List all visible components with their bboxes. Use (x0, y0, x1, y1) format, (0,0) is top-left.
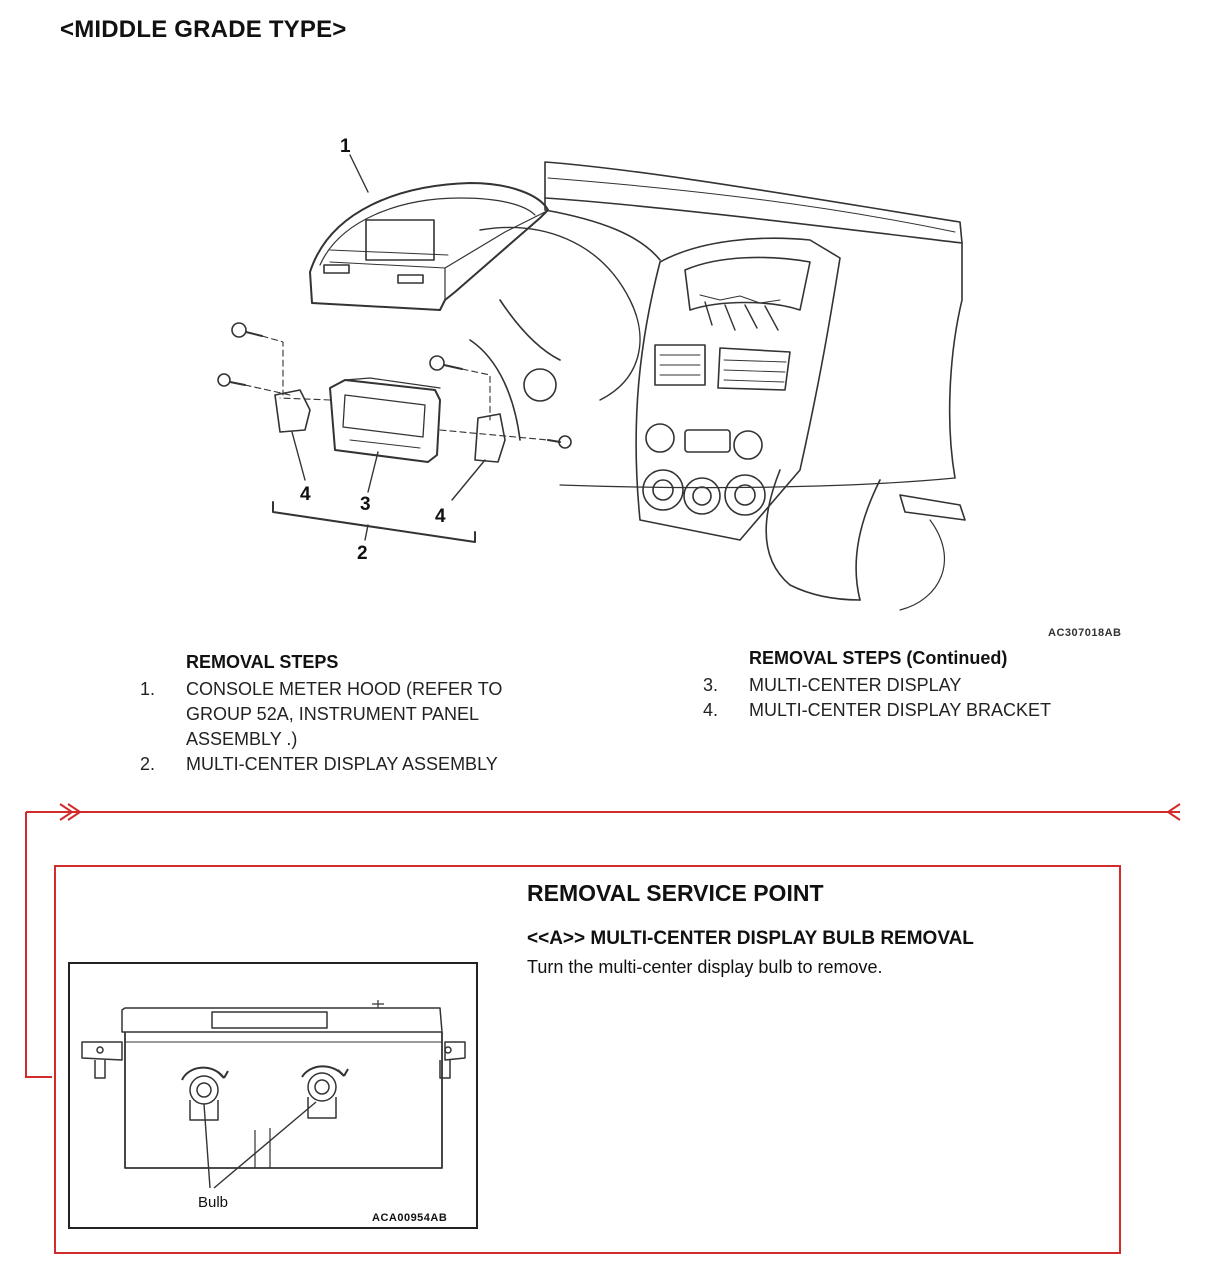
bulb-figure-code: ACA00954AB (372, 1212, 448, 1224)
bracket-left (275, 390, 310, 432)
figure-code: AC307018AB (1048, 627, 1122, 639)
step-number: 3. (703, 675, 719, 695)
step-text-line: MULTI-CENTER DISPLAY (749, 675, 962, 695)
step-number: 2. (140, 754, 156, 774)
service-point-subtitle: <<A>> MULTI-CENTER DISPLAY BULB REMOVAL (527, 928, 974, 949)
step-number: 4. (703, 700, 719, 720)
callout-4-left: 4 (300, 484, 311, 505)
bracket-right (475, 414, 505, 462)
step-number: 1. (140, 679, 156, 699)
callout-1: 1 (340, 136, 351, 157)
page-title: <MIDDLE GRADE TYPE> (60, 16, 347, 43)
callout-4-right: 4 (435, 506, 446, 527)
service-point-instruction: Turn the multi-center display bulb to remove. (527, 957, 883, 977)
removal-steps-heading: REMOVAL STEPS (186, 652, 339, 672)
step-text-line: MULTI-CENTER DISPLAY ASSEMBLY (186, 754, 498, 774)
service-point-title: REMOVAL SERVICE POINT (527, 880, 824, 906)
removal-steps-continued-heading: REMOVAL STEPS (Continued) (749, 648, 1008, 668)
meter-hood (310, 183, 548, 310)
step-text-line: ASSEMBLY .) (186, 729, 298, 749)
step-text-line: GROUP 52A, INSTRUMENT PANEL (186, 704, 480, 724)
callout-3: 3 (360, 494, 371, 515)
bulb-figure-frame (68, 962, 478, 1229)
step-text-line: CONSOLE METER HOOD (REFER TO (186, 679, 503, 699)
bulb-label: Bulb (198, 1194, 229, 1211)
callout-2: 2 (357, 543, 368, 564)
dashboard-top-edge (545, 162, 962, 243)
step-text-line: MULTI-CENTER DISPLAY BRACKET (749, 700, 1052, 720)
